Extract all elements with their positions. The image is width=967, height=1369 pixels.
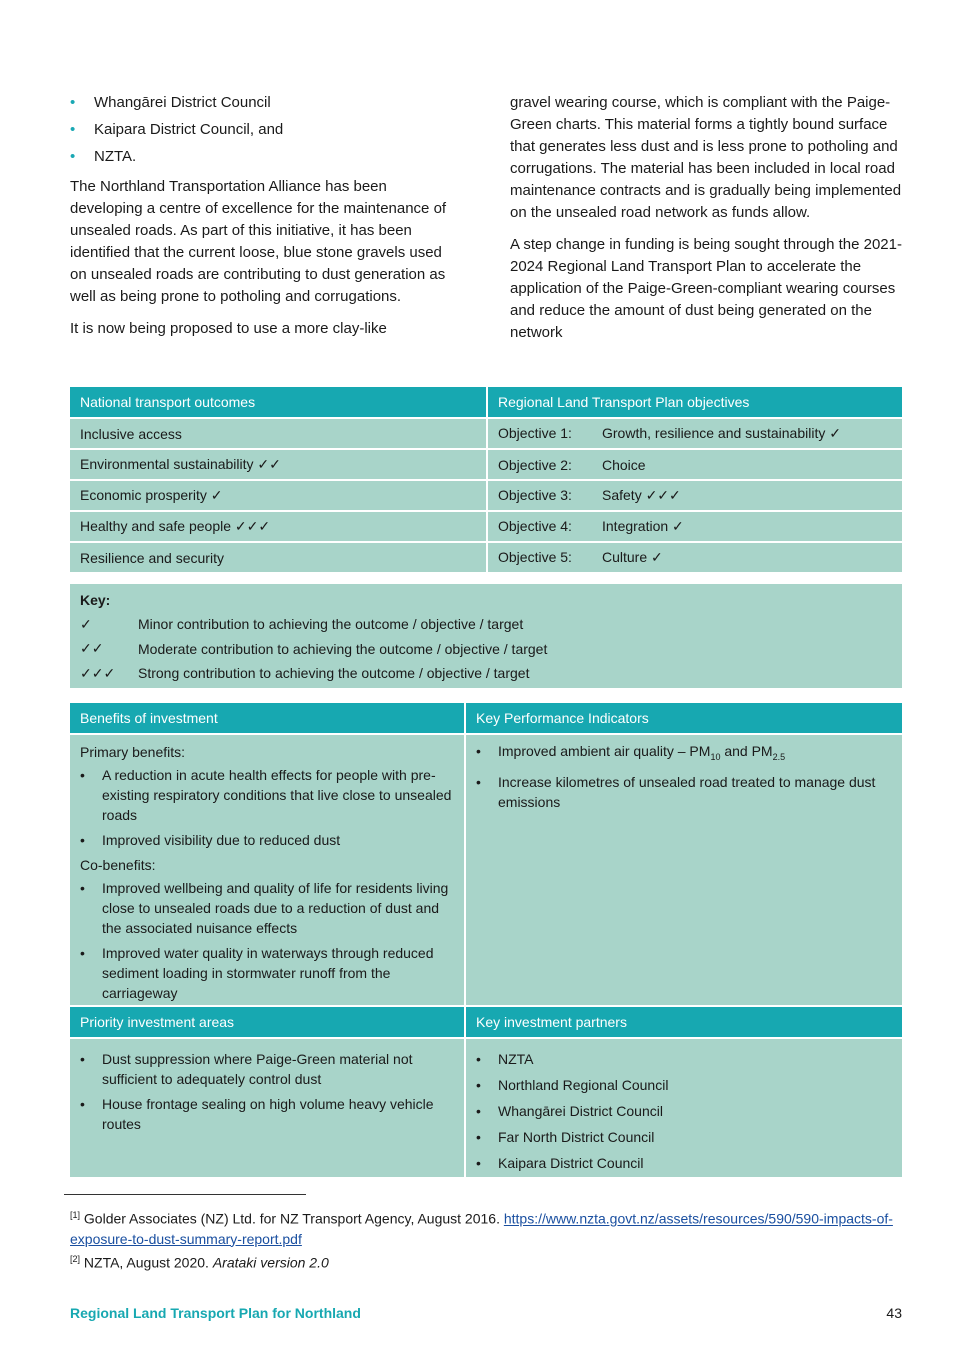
- page-number: 43: [886, 1305, 902, 1321]
- header-priority-areas: Priority investment areas: [70, 1007, 466, 1037]
- objective-number: Objective 5:: [498, 549, 572, 565]
- footnote-italic: Arataki version 2.0: [212, 1254, 329, 1271]
- objective-text: Growth, resilience and sustainability ✓: [602, 425, 841, 441]
- footnote-mark: [1]: [70, 1210, 81, 1220]
- objective-text: Integration ✓: [602, 518, 684, 534]
- paragraph: gravel wearing course, which is compliant with the Paige-Green charts. This material forms a tightly bound surface that generates less dust and is less prone to potholing and corrugations. The material has been included in local road maintenance contracts and is gradually being implemented on the unsealed road network as funds allow.: [510, 94, 902, 221]
- tick-icon: ✓: [80, 615, 92, 632]
- triple-tick-icon: ✓✓✓: [80, 664, 116, 681]
- list-item: • Far North District Council: [476, 1127, 892, 1147]
- list-item: • Dust suppression where Paige-Green material not sufficient to adequately control dust: [80, 1049, 454, 1089]
- key-text: Moderate contribution to achieving the outcome / objective / target: [138, 640, 548, 657]
- list-item: • A reduction in acute health effects for people with pre-existing respiratory conditions that live close to unsealed roads: [80, 765, 454, 825]
- kpi-column: [466, 735, 902, 1005]
- objective-number: Objective 1:: [498, 425, 572, 441]
- outcome-cell: Resilience and security: [70, 542, 487, 572]
- outcome-cell: Healthy and safe people ✓✓✓: [70, 511, 487, 542]
- table-row: [70, 480, 902, 511]
- outcomes-table: [70, 387, 902, 572]
- list-item: • Kaipara District Council: [476, 1153, 892, 1173]
- list-item: • Increase kilometres of unsealed road treated to manage dust emissions: [476, 772, 892, 812]
- priority-box: [70, 1007, 902, 1177]
- footer-title: Regional Land Transport Plan for Northland: [70, 1305, 361, 1321]
- list-item: • Improved wellbeing and quality of life for residents living close to unsealed roads due to a reduction of dust and the associated nuisance effects: [80, 878, 454, 938]
- objective-cell: [487, 418, 902, 449]
- kpi-list: [476, 741, 892, 812]
- kpi-text: and PM: [720, 743, 773, 759]
- footnote-text: Golder Associates (NZ) Ltd. for NZ Transport Agency, August 2016.: [80, 1210, 504, 1227]
- table-row: [70, 511, 902, 542]
- list-item: • Northland Regional Council: [476, 1075, 892, 1095]
- footnote-text: NZTA, August 2020.: [80, 1254, 213, 1271]
- partners-list: [476, 1049, 892, 1173]
- objective-number: Objective 4:: [498, 518, 572, 534]
- header-national-outcomes: National transport outcomes: [70, 387, 487, 418]
- key-row: [80, 661, 892, 686]
- header-benefits: Benefits of investment: [70, 703, 466, 733]
- objective-cell: [487, 449, 902, 480]
- objective-text: Culture ✓: [602, 549, 663, 565]
- page-footer: [70, 1305, 902, 1321]
- priority-header: [70, 1007, 902, 1037]
- partners-column: [466, 1039, 902, 1177]
- footnote-2: [70, 1249, 902, 1273]
- paragraph: A step change in funding is being sought through the 2021-2024 Regional Land Transport Plan to accelerate the application of the Paige-Green-compliant wearing courses and reduce the amount of dust being generated on the network: [510, 236, 902, 341]
- objective-cell: [487, 511, 902, 542]
- table-row: [70, 449, 902, 480]
- benefits-body: [70, 733, 902, 1005]
- objective-number: Objective 2:: [498, 456, 572, 473]
- paragraph: It is now being proposed to use a more clay-like: [70, 320, 387, 337]
- outcome-cell: Environmental sustainability ✓✓: [70, 449, 487, 480]
- footnote-divider: [64, 1194, 306, 1195]
- benefits-column: [70, 735, 466, 1005]
- footnote-mark: [2]: [70, 1254, 81, 1264]
- footnote-link[interactable]: https://www.nzta.govt.nz/assets/resources/590/590-impacts-of-exposure-to-dust-summary-report.pdf: [70, 1210, 893, 1247]
- council-list: [70, 92, 462, 168]
- header-kpis: Key Performance Indicators: [476, 710, 649, 726]
- priority-body: [70, 1037, 902, 1177]
- objective-text: Safety ✓✓✓: [602, 487, 681, 503]
- list-item: • Kaipara District Council, and: [70, 119, 462, 141]
- kpi-text: Improved ambient air quality – PM: [498, 743, 711, 759]
- key-text: Minor contribution to achieving the outcome / objective / target: [138, 616, 524, 633]
- paragraph: The Northland Transportation Alliance has been developing a centre of excellence for the maintenance of unsealed roads. As part of this initiative, it has been identified that the current loose, blue stone gravels used on unsealed roads are contributing to dust generation as well as being prone to potholing and corrugations.: [70, 178, 447, 305]
- co-benefits-label: Co-benefits:: [80, 857, 156, 873]
- list-item: • Whangārei District Council: [70, 92, 462, 114]
- intro-left-column: [70, 92, 462, 354]
- primary-benefits-list: [80, 765, 454, 850]
- benefits-box: [70, 703, 902, 1005]
- key-title: Key:: [80, 592, 111, 608]
- key-legend: [70, 584, 902, 688]
- list-item: • Improved visibility due to reduced dust: [80, 830, 454, 850]
- intro-right-column: [510, 92, 902, 354]
- double-tick-icon: ✓✓: [80, 640, 104, 657]
- outcome-cell: Inclusive access: [70, 418, 487, 449]
- list-item: • House frontage sealing on high volume heavy vehicle routes: [80, 1094, 454, 1134]
- footnote-1: [70, 1205, 902, 1249]
- objective-cell: [487, 480, 902, 511]
- benefits-header: [70, 703, 902, 733]
- table-header: [70, 387, 902, 418]
- outcome-cell: Economic prosperity ✓: [70, 480, 487, 511]
- list-item: • Improved water quality in waterways through reduced sediment loading in stormwater runoff from the carriageway: [80, 943, 454, 1003]
- header-rltp-objectives: Regional Land Transport Plan objectives: [487, 387, 902, 418]
- objective-text: Choice: [602, 456, 646, 473]
- list-item: • NZTA.: [70, 146, 462, 168]
- co-benefits-list: [80, 878, 454, 1003]
- key-row: [80, 612, 892, 637]
- header-investment-partners: Key investment partners: [476, 1014, 627, 1030]
- list-item: [476, 741, 892, 767]
- table-row: [70, 418, 902, 449]
- list-item: • NZTA: [476, 1049, 892, 1069]
- key-text: Strong contribution to achieving the outcome / objective / target: [138, 665, 530, 682]
- objective-cell: [487, 542, 902, 572]
- primary-benefits-label: Primary benefits:: [80, 744, 186, 760]
- kpi-subscript: 10: [710, 751, 721, 762]
- priority-areas-list: [80, 1049, 454, 1134]
- list-item: • Whangārei District Council: [476, 1101, 892, 1121]
- key-row: [80, 637, 892, 662]
- table-row: [70, 542, 902, 572]
- priority-areas-column: [70, 1039, 466, 1177]
- intro-columns: [70, 92, 902, 354]
- objective-number: Objective 3:: [498, 487, 572, 503]
- kpi-subscript: 2.5: [772, 751, 786, 762]
